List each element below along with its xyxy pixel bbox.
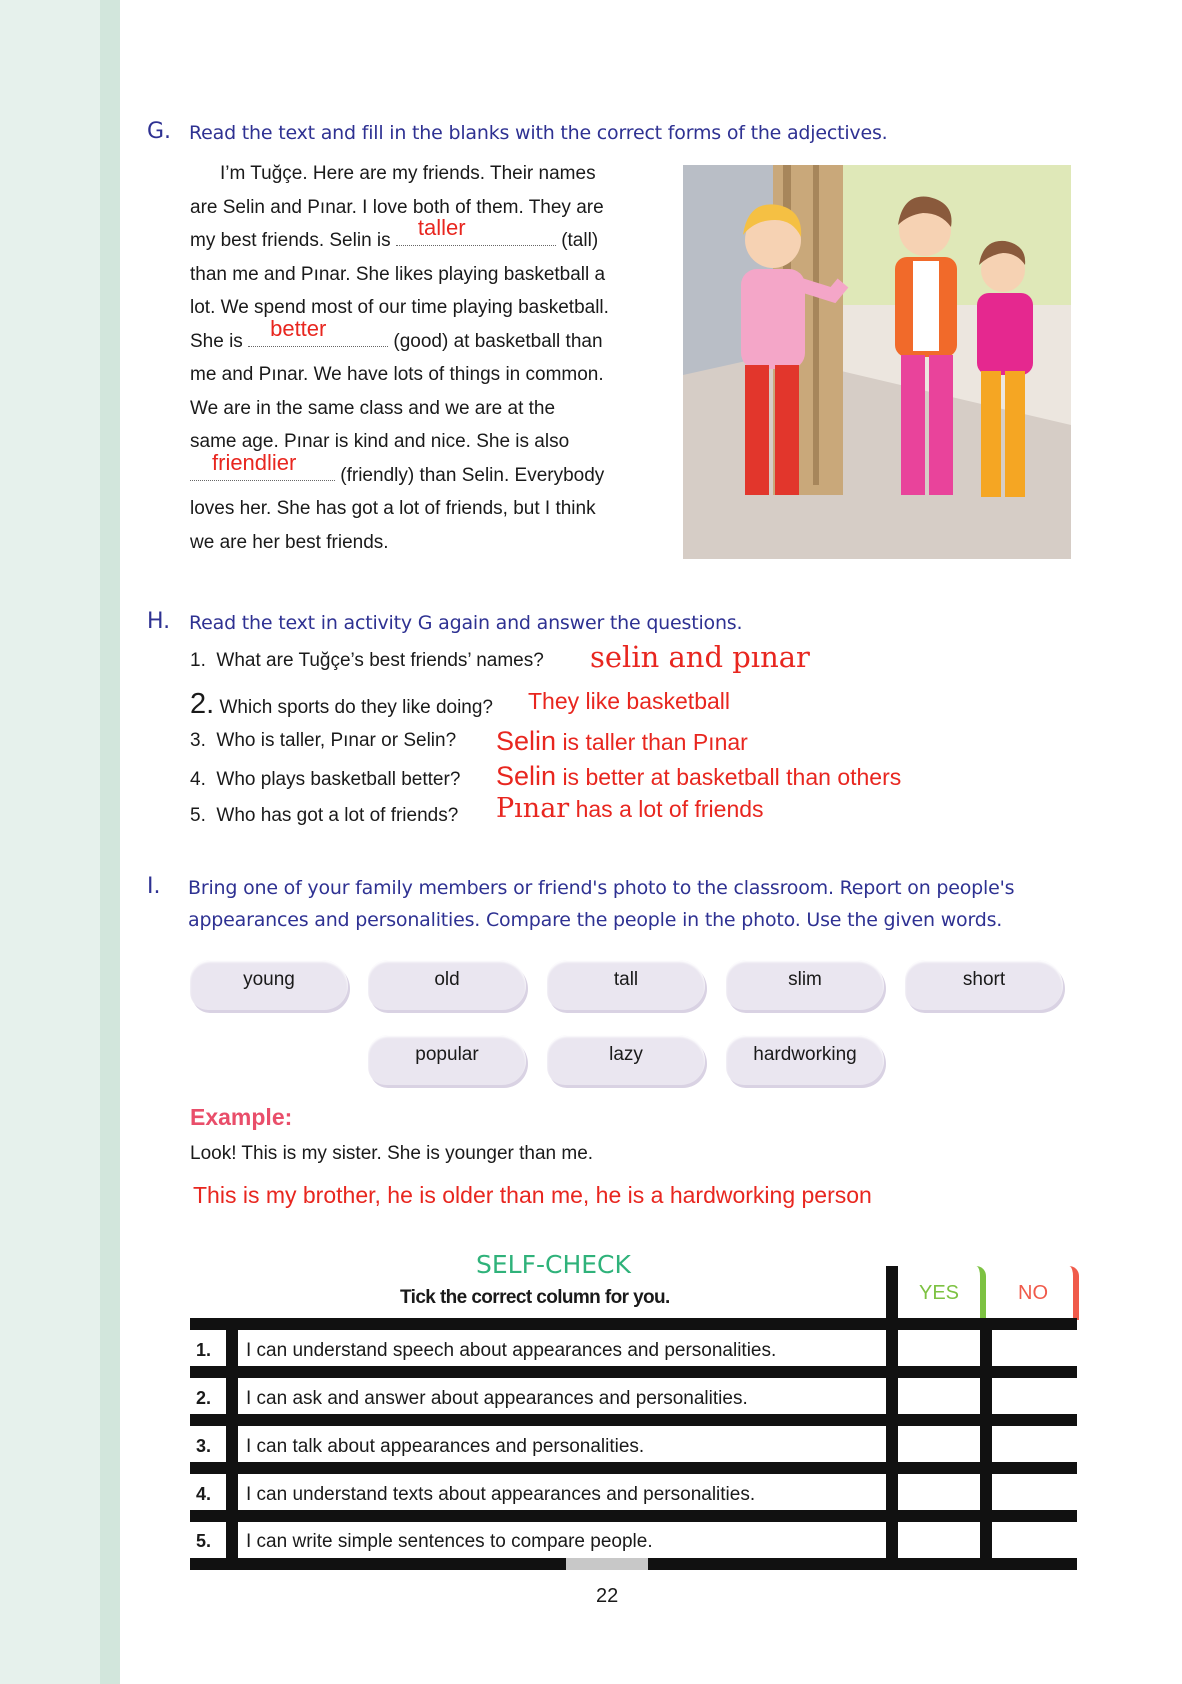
question-number: 3. bbox=[190, 730, 206, 751]
row-text: I can understand texts about appearances and personalities. bbox=[246, 1484, 756, 1505]
word-chip-short: short bbox=[905, 960, 1063, 1010]
text-fragment: (good) at basketball than bbox=[393, 330, 603, 352]
girl-3-jacket bbox=[977, 293, 1033, 375]
blank-3[interactable] bbox=[190, 449, 335, 481]
text-fragment: (friendly) than Selin. Everybody bbox=[340, 464, 605, 486]
row-text: I can understand speech about appearances and personalities. bbox=[246, 1340, 777, 1361]
row-number: 1. bbox=[196, 1340, 212, 1360]
answer-rest: is taller than Pınar bbox=[562, 729, 748, 755]
self-check-subtitle: Tick the correct column for you. bbox=[400, 1287, 670, 1308]
section-i-instruction-line-1: Bring one of your family members or friend's photo to the classroom. Report on people's bbox=[188, 877, 1015, 899]
self-check-title: SELF-CHECK bbox=[476, 1250, 631, 1279]
text-line: are Selin and Pınar. I love both of them. They are bbox=[190, 196, 604, 218]
yes-cell[interactable] bbox=[898, 1474, 980, 1510]
row-number: 2. bbox=[196, 1388, 212, 1408]
question-3 bbox=[190, 730, 456, 752]
text-line bbox=[190, 449, 660, 493]
section-i-letter: I. bbox=[147, 874, 161, 899]
girl-3-leg bbox=[1005, 371, 1025, 497]
answer-1: selin and pınar bbox=[590, 640, 810, 674]
text-line: me and Pınar. We have lots of things in common. bbox=[190, 364, 604, 385]
table-rule bbox=[190, 1510, 1077, 1522]
question-text: Who plays basketball better? bbox=[216, 769, 461, 790]
answer-rest: has a lot of friends bbox=[575, 796, 764, 822]
text-line: lot. We spend most of our time playing basketball. bbox=[190, 297, 609, 318]
question-5 bbox=[190, 805, 458, 827]
table-divider bbox=[886, 1266, 898, 1570]
section-g-instruction: Read the text and fill in the blanks with the correct forms of the adjectives. bbox=[189, 122, 888, 144]
word-chip-lazy: lazy bbox=[547, 1035, 705, 1085]
answer-5 bbox=[496, 793, 764, 824]
section-h-letter: H. bbox=[147, 609, 171, 634]
table-divider bbox=[226, 1318, 238, 1570]
yes-cell[interactable] bbox=[898, 1330, 980, 1366]
friends-illustration bbox=[683, 165, 1071, 559]
example-label: Example: bbox=[190, 1104, 293, 1130]
text-line bbox=[190, 315, 660, 359]
girl-2-shirt bbox=[913, 261, 939, 351]
question-text: Who is taller, Pınar or Selin? bbox=[216, 730, 457, 751]
girl-2-leg bbox=[901, 355, 925, 495]
row-text: I can ask and answer about appearances and personalities. bbox=[246, 1388, 748, 1409]
table-rule bbox=[190, 1318, 1077, 1330]
blank-2-answer: better bbox=[270, 315, 327, 341]
no-cell[interactable] bbox=[992, 1522, 1077, 1558]
answer-4 bbox=[496, 761, 901, 792]
text-fragment: (tall) bbox=[561, 230, 599, 251]
example-text: Look! This is my sister. She is younger than me. bbox=[190, 1143, 594, 1164]
girl-3-leg bbox=[981, 371, 1001, 497]
answer-2: They like basketball bbox=[528, 688, 730, 714]
girl-1-leg bbox=[775, 365, 799, 495]
girl-1-sweater bbox=[741, 269, 805, 369]
girl-1-arm bbox=[801, 283, 843, 295]
question-1 bbox=[190, 650, 544, 672]
question-number: 4. bbox=[190, 769, 206, 790]
question-text: Which sports do they like doing? bbox=[219, 697, 494, 718]
answer-3 bbox=[496, 726, 748, 757]
question-number: 2. bbox=[190, 688, 215, 720]
text-line: loves her. She has got a lot of friends, but I think bbox=[190, 498, 596, 519]
word-chip-old: old bbox=[368, 960, 526, 1010]
row-number: 4. bbox=[196, 1484, 212, 1504]
text-line bbox=[190, 215, 660, 258]
blank-1[interactable] bbox=[396, 215, 556, 246]
answer-name: Selin bbox=[496, 726, 557, 756]
no-cell[interactable] bbox=[992, 1378, 1077, 1414]
row-number: 5. bbox=[196, 1531, 212, 1551]
word-chip-popular: popular bbox=[368, 1035, 526, 1085]
no-cell[interactable] bbox=[992, 1330, 1077, 1366]
yes-cell[interactable] bbox=[898, 1426, 980, 1462]
word-chip-tall: tall bbox=[547, 960, 705, 1010]
text-fragment: my best friends. Selin is bbox=[190, 230, 391, 251]
answer-name: Selin bbox=[496, 761, 557, 791]
text-line: we are her best friends. bbox=[190, 531, 389, 553]
answer-name: Pınar bbox=[496, 793, 570, 824]
text-fragment: She is bbox=[190, 330, 243, 352]
yes-cell[interactable] bbox=[898, 1378, 980, 1414]
text-line: I’m Tuğçe. Here are my friends. Their names bbox=[220, 163, 596, 184]
question-2 bbox=[190, 688, 493, 721]
blank-3-answer: friendlier bbox=[212, 449, 297, 475]
girl-1-leg bbox=[745, 365, 769, 495]
row-text: I can write simple sentences to compare people. bbox=[246, 1531, 653, 1552]
table-divider bbox=[980, 1318, 992, 1570]
table-rule bbox=[190, 1414, 1077, 1426]
blank-2[interactable] bbox=[248, 315, 388, 347]
page-margin-stripe-inner bbox=[100, 0, 120, 1684]
student-answer[interactable]: This is my brother, he is older than me, he is a hardworking person bbox=[193, 1182, 872, 1208]
row-text: I can talk about appearances and personalities. bbox=[246, 1436, 645, 1457]
reading-text bbox=[190, 157, 660, 559]
blank-1-answer: taller bbox=[417, 215, 466, 240]
page-number: 22 bbox=[596, 1585, 619, 1607]
text-line: same age. Pınar is kind and nice. She is also bbox=[190, 431, 570, 452]
yes-column-header: YES bbox=[898, 1266, 986, 1320]
page-margin-stripe bbox=[0, 0, 100, 1684]
word-chip-young: young bbox=[190, 960, 348, 1010]
door-edge bbox=[813, 165, 819, 485]
no-cell[interactable] bbox=[992, 1474, 1077, 1510]
text-line: than me and Pınar. She likes playing basketball a bbox=[190, 263, 606, 285]
yes-cell[interactable] bbox=[898, 1522, 980, 1558]
answer-rest: is better at basketball than others bbox=[562, 764, 902, 790]
word-chip-hardworking: hardworking bbox=[726, 1035, 884, 1085]
table-rule bbox=[190, 1366, 1077, 1378]
question-text: Who has got a lot of friends? bbox=[216, 805, 459, 826]
table-rule-accent bbox=[566, 1558, 648, 1570]
section-i-instruction-line-2: appearances and personalities. Compare the people in the photo. Use the given words. bbox=[188, 909, 1003, 931]
row-number: 3. bbox=[196, 1436, 212, 1456]
question-number: 5. bbox=[190, 805, 206, 826]
word-chip-slim: slim bbox=[726, 960, 884, 1010]
section-g-letter: G. bbox=[147, 119, 172, 144]
question-number: 1. bbox=[190, 650, 206, 671]
question-4 bbox=[190, 769, 460, 791]
no-cell[interactable] bbox=[992, 1426, 1077, 1462]
girl-2-leg bbox=[929, 355, 953, 495]
no-column-header: NO bbox=[993, 1266, 1079, 1320]
table-rule bbox=[190, 1462, 1077, 1474]
text-line: We are in the same class and we are at the bbox=[190, 397, 556, 419]
question-text: What are Tuğçe’s best friends’ names? bbox=[216, 650, 544, 671]
section-h-instruction: Read the text in activity G again and answer the questions. bbox=[189, 612, 743, 634]
